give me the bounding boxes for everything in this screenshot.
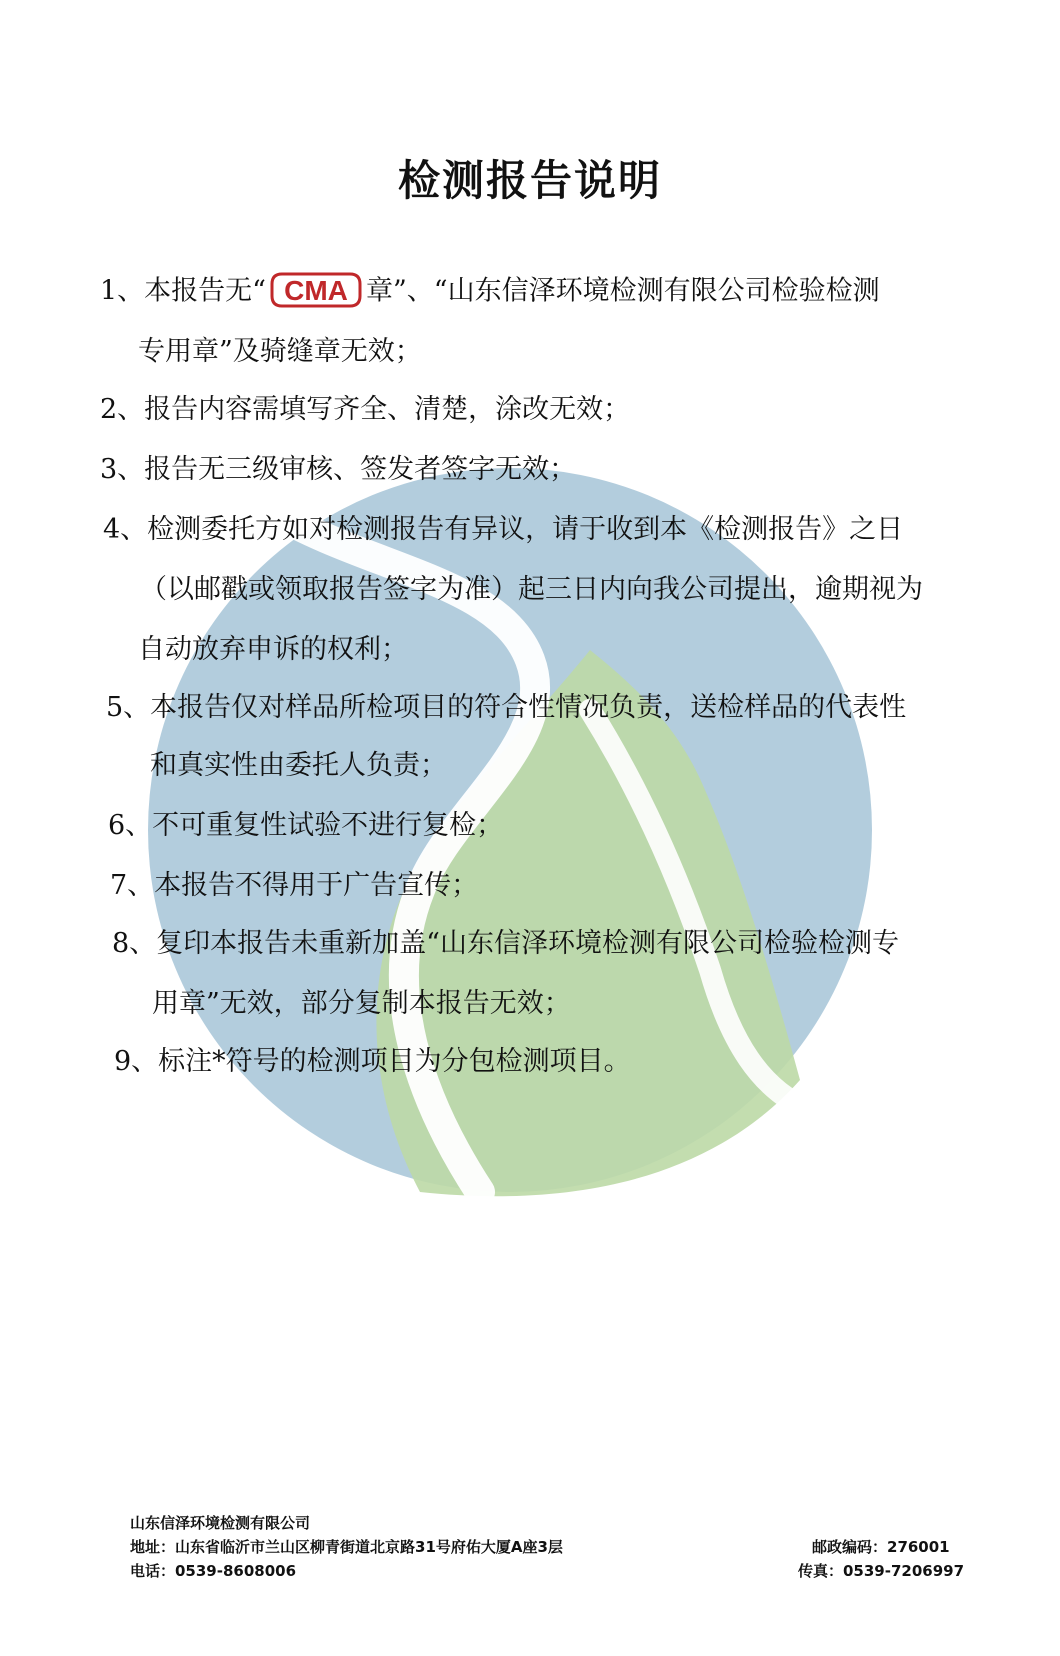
- clause-1-line-1: [100, 272, 880, 312]
- cma-seal-text: CMA: [284, 275, 348, 306]
- clause-8-line-2: 用章”无效，部分复制本报告无效；: [152, 988, 571, 1019]
- clause-1-line-2: 专用章”及骑缝章无效；: [138, 336, 422, 367]
- clause-5-line-1: 5、本报告仅对样品所检项目的符合性情况负责，送检样品的代表性: [106, 692, 907, 723]
- clause-6: 6、不可重复性试验不进行复检；: [108, 810, 504, 841]
- clause-7: 7、本报告不得用于广告宣传；: [110, 870, 479, 901]
- footer-company: 山东信泽环境检测有限公司: [130, 1514, 311, 1532]
- footer-address: 地址：山东省临沂市兰山区柳青街道北京路31号府佑大厦A座3层: [130, 1538, 563, 1556]
- clause-8-line-1: 8、复印本报告未重新加盖“山东信泽环境检测有限公司检验检测专: [112, 928, 899, 959]
- clause-4-line-1: 4、检测委托方如对检测报告有异议，请于收到本《检测报告》之日: [103, 514, 904, 545]
- footer-phone: 电话：0539-8608006: [130, 1562, 297, 1580]
- footer: [0, 1512, 1060, 1602]
- page-title: 检测报告说明: [397, 156, 662, 205]
- footer-postcode: 邮政编码：276001: [812, 1538, 950, 1556]
- cma-seal-icon: [268, 270, 364, 310]
- clause-1-text-a: 1、本报告无“: [100, 275, 266, 307]
- clause-2: 2、报告内容需填写齐全、清楚，涂改无效；: [100, 394, 631, 425]
- clause-4-line-3: 自动放弃申诉的权利；: [138, 634, 408, 665]
- footer-fax: 传真：0539-7206997: [798, 1562, 965, 1580]
- clause-9: 9、标注*符号的检测项目为分包检测项目。: [114, 1046, 631, 1077]
- clause-4-line-2: （以邮戳或领取报告签字为准）起三日内向我公司提出，逾期视为: [140, 574, 923, 605]
- clause-3: 3、报告无三级审核、签发者签字无效；: [100, 454, 577, 485]
- clause-1-text-b: 章”、“山东信泽环境检测有限公司检验检测: [365, 275, 880, 307]
- clause-5-line-2: 和真实性由委托人负责；: [150, 750, 447, 781]
